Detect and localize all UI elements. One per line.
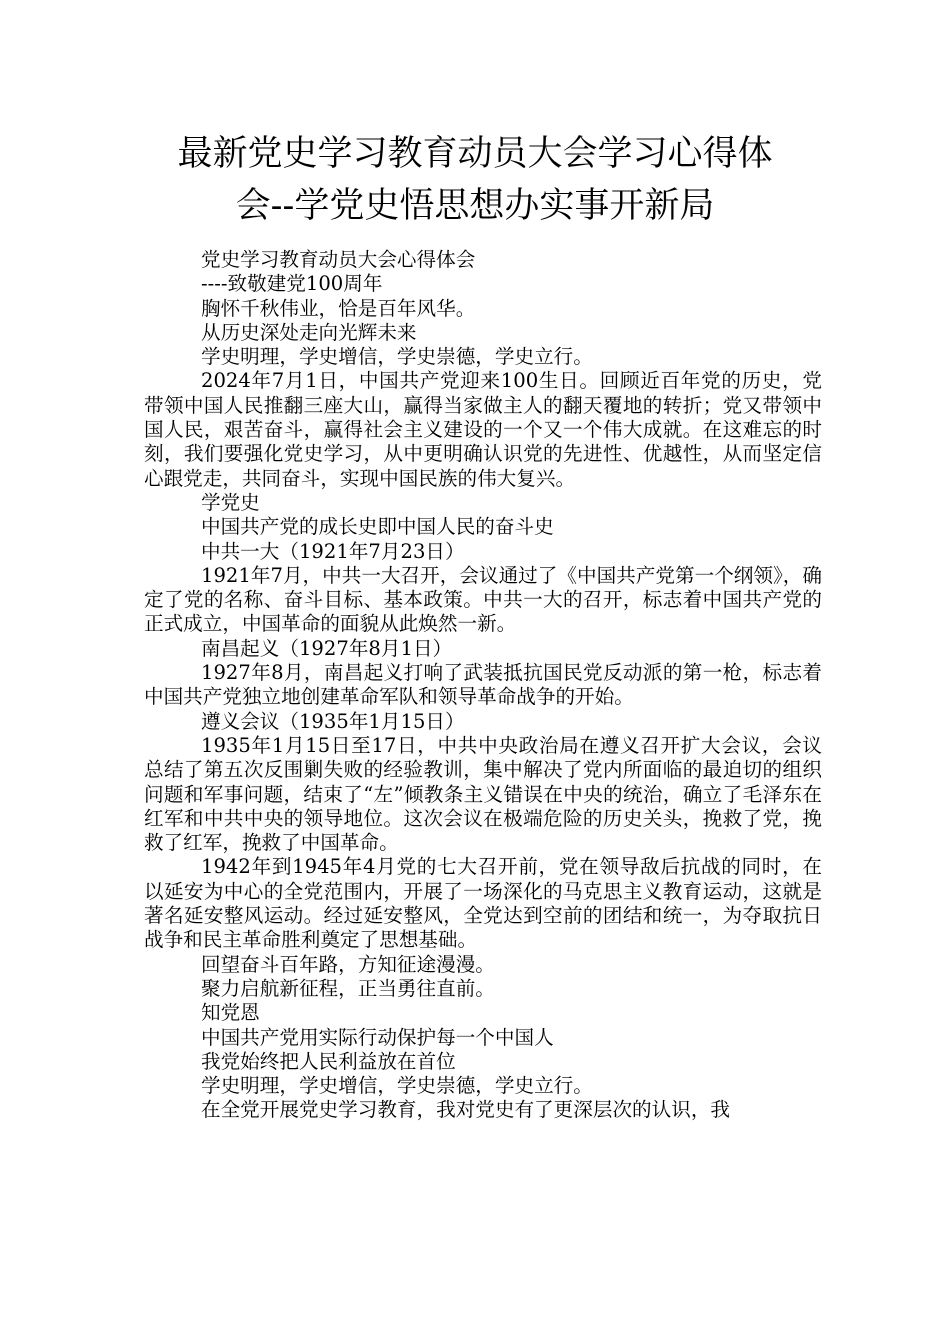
paragraph: 遵义会议（1935年1月15日） <box>201 709 465 733</box>
paragraph: 聚力启航新征程，正当勇往直前。 <box>201 976 495 1000</box>
paragraph: ----致敬建党100周年 <box>201 272 383 296</box>
document-title <box>0 128 950 232</box>
paragraph: 我党始终把人民利益放在首位 <box>201 1049 456 1073</box>
paragraph: 中国共产党用实际行动保护每一个中国人 <box>201 1025 554 1049</box>
paragraph: 党史学习教育动员大会心得体会 <box>201 248 476 271</box>
paragraph: 胸怀千秋伟业，恰是百年风华。 <box>201 296 476 320</box>
paragraph: 学党史 <box>201 490 260 514</box>
paragraph: 回望奋斗百年路，方知征途漫漫。 <box>201 952 495 976</box>
title-line-2: 会--学党史悟思想办实事开新局 <box>235 186 715 226</box>
paragraph: 在全党开展党史学习教育，我对党史有了更深层次的认识，我 <box>201 1098 731 1122</box>
document-body <box>144 248 822 1123</box>
title-line-1: 最新党史学习教育动员大会学习心得体 <box>177 134 773 174</box>
paragraph: 1935年1月15日至17日，中共中央政治局在遵义召开扩大会议，会议总结了第五次反围剿失败的经验教训，集中解决了党内所面临的最迫切的组织问题和军事问题，结束了“左”倾教条主义错误在中央的统治，确立了毛泽东在红军和中共中央的领导地位。这次会议在极端危险的历史关头，挽救了党，挽救了红军，挽救了中国革命。 <box>144 733 822 855</box>
paragraph: 1942年到1945年4月党的七大召开前，党在领导敌后抗战的同时，在以延安为中心的全党范围内，开展了一场深化的马克思主义教育运动，这就是著名延安整风运动。经过延安整风，全党达到空前的团结和统一，为夺取抗日战争和民主革命胜利奠定了思想基础。 <box>144 855 822 952</box>
paragraph: 学史明理，学史增信，学史崇德，学史立行。 <box>201 345 593 369</box>
paragraph: 知党恩 <box>201 1001 260 1025</box>
paragraph: 南昌起义（1927年8月1日） <box>201 636 453 660</box>
paragraph: 1927年8月，南昌起义打响了武装抵抗国民党反动派的第一枪，标志着中国共产党独立地创建革命军队和领导革命战争的开始。 <box>144 661 822 709</box>
paragraph: 2024年7月1日，中国共产党迎来100生日。回顾近百年党的历史，党带领中国人民推翻三座大山，赢得当家做主人的翻天覆地的转折；党又带领中国人民，艰苦奋斗，赢得社会主义建设的一个又一个伟大成就。在这难忘的时刻，我们要强化党史学习，从中更明确认识党的先进性、优越性，从而坚定信心跟党走，共同奋斗，实现中国民族的伟大复兴。 <box>144 369 822 490</box>
paragraph: 从历史深处走向光辉未来 <box>201 320 417 344</box>
paragraph: 1921年7月，中共一大召开，会议通过了《中国共产党第一个纲领》，确定了党的名称、奋斗目标、基本政策。中共一大的召开，标志着中国共产党的正式成立，中国革命的面貌从此焕然一新。 <box>144 563 822 636</box>
paragraph: 中国共产党的成长史即中国人民的奋斗史 <box>201 515 554 539</box>
paragraph: 中共一大（1921年7月23日） <box>201 539 465 563</box>
paragraph: 学史明理，学史增信，学史崇德，学史立行。 <box>201 1074 593 1098</box>
